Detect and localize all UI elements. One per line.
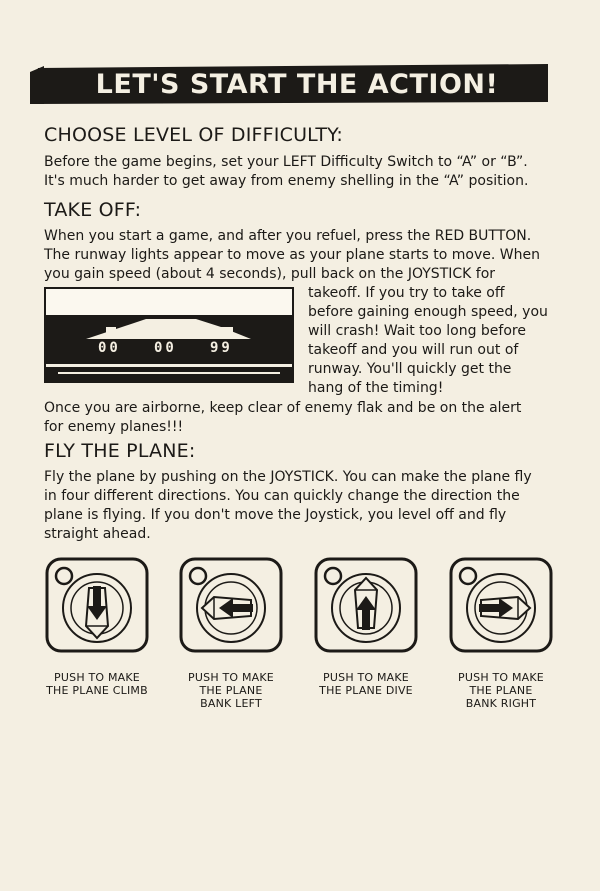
takeoff-text <box>44 227 564 284</box>
joystick-left-arrow-icon <box>178 556 284 654</box>
joystick-bank-right-diagram <box>448 556 554 654</box>
game-screen-illustration <box>44 287 294 383</box>
text-line: When you start a game, and after you refuel, press the RED BUTTON. <box>44 228 532 244</box>
caption-line: THE PLANE DIVE <box>319 684 413 697</box>
text-line: in four different directions. You can quickly change the direction the <box>44 488 520 504</box>
caption-line: THE PLANE <box>199 684 263 697</box>
text-line: Fly the plane by pushing on the JOYSTICK. You can make the plane fly <box>44 469 532 485</box>
score-right: 99 <box>210 340 233 356</box>
joystick-dive-diagram <box>313 556 419 654</box>
title-banner <box>30 62 550 106</box>
joystick-climb-diagram <box>44 556 150 654</box>
caption-line: BANK LEFT <box>200 697 262 710</box>
caption-bank-left <box>166 671 296 710</box>
score-middle: 00 <box>154 340 177 356</box>
text-line: hang of the timing! <box>308 380 444 396</box>
text-line: before gaining enough speed, you <box>308 304 548 320</box>
difficulty-heading: CHOOSE LEVEL OF DIFFICULTY: <box>44 124 344 146</box>
text-line: straight ahead. <box>44 526 151 542</box>
text-line: Before the game begins, set your LEFT Difficulty Switch to “A” or “B”. <box>44 154 528 170</box>
text-line: you gain speed (about 4 seconds), pull back on the JOYSTICK for <box>44 266 496 282</box>
text-line: plane is flying. If you don't move the Joystick, you level off and fly <box>44 507 507 523</box>
caption-line: PUSH TO MAKE <box>54 671 140 684</box>
caption-climb <box>32 671 162 697</box>
caption-dive <box>301 671 431 697</box>
text-line: Once you are airborne, keep clear of enemy flak and be on the alert <box>44 400 522 416</box>
caption-line: BANK RIGHT <box>465 697 537 710</box>
text-line: for enemy planes!!! <box>44 419 184 435</box>
score-left: 00 <box>98 340 121 356</box>
joystick-up-arrow-icon <box>313 556 419 654</box>
text-line: takeoff and you will run out of <box>308 342 519 358</box>
caption-bank-right <box>436 671 566 710</box>
caption-line: PUSH TO MAKE <box>458 671 544 684</box>
fly-heading: FLY THE PLANE: <box>44 440 196 462</box>
text-line: takeoff. If you try to take off <box>308 285 505 301</box>
airborne-text <box>44 399 564 437</box>
takeoff-wrap-text <box>308 284 570 398</box>
joystick-bank-left-diagram <box>178 556 284 654</box>
difficulty-text <box>44 153 564 191</box>
joystick-right-arrow-icon <box>448 556 554 654</box>
text-line: The runway lights appear to move as your plane starts to move. When <box>44 247 540 263</box>
caption-line: THE PLANE CLIMB <box>46 684 148 697</box>
caption-line: THE PLANE <box>469 684 533 697</box>
banner-title: LET'S START THE ACTION! <box>95 68 499 100</box>
caption-line: PUSH TO MAKE <box>323 671 409 684</box>
fly-text <box>44 468 564 544</box>
text-line: runway. You'll quickly get the <box>308 361 512 377</box>
text-line: will crash! Wait too long before <box>308 323 526 339</box>
takeoff-heading: TAKE OFF: <box>44 199 142 221</box>
joystick-down-arrow-icon <box>44 556 150 654</box>
caption-line: PUSH TO MAKE <box>188 671 274 684</box>
text-line: It's much harder to get away from enemy shelling in the “A” position. <box>44 173 529 189</box>
